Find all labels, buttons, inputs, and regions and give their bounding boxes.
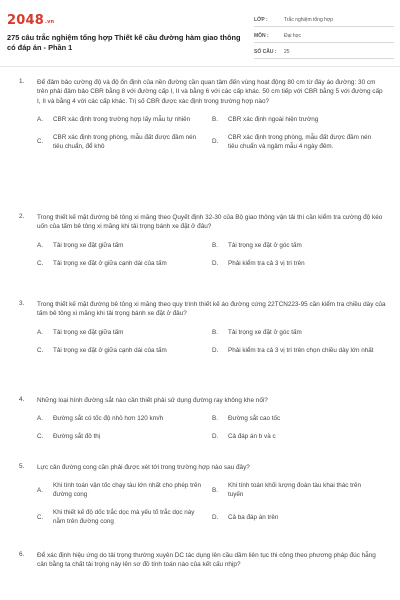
question-number: 3. xyxy=(19,300,25,307)
option-letter: D. xyxy=(212,433,219,441)
answer-option[interactable] xyxy=(37,508,212,526)
option-text: Phải kiểm tra cả 3 vị trí trên chọn chiều dày lớn nhất xyxy=(228,346,374,354)
answer-option[interactable] xyxy=(37,432,212,441)
option-letter: B. xyxy=(212,415,218,423)
meta-label: LỚP : xyxy=(254,16,268,23)
answer-option[interactable] xyxy=(212,414,387,423)
option-letter: C. xyxy=(37,138,44,146)
option-letter: A. xyxy=(37,328,43,336)
option-letter: D. xyxy=(212,513,219,521)
question-item xyxy=(0,551,392,570)
logo-text: 2048 xyxy=(7,13,44,28)
meta-label: MÔN : xyxy=(254,32,269,39)
option-text: Tải trọng xe đặt ở giữa cạnh dài của tấm xyxy=(53,259,167,267)
meta-value: Đại học xyxy=(284,32,301,39)
answer-options xyxy=(37,414,387,441)
answer-option[interactable] xyxy=(37,481,212,499)
option-letter: D. xyxy=(212,346,219,354)
answer-option[interactable] xyxy=(212,259,387,268)
option-text: Tải trọng xe đặt ở giữa cạnh dài của tấm xyxy=(53,346,167,354)
option-text: Đường sắt có tốc độ nhỏ hơn 120 km/h xyxy=(53,415,164,423)
answer-option[interactable] xyxy=(212,481,387,499)
question-text: Trong thiết kế mặt đường bê tông xi măng theo quy trình thiết kế áo đường cứng 22TCN223-95 cần kiểm tra chiều dày của tấm bê tông xi măng khi tải trọng bánh xe đặt ở đâu? xyxy=(37,301,386,318)
option-letter: B. xyxy=(212,115,218,123)
question-item xyxy=(0,78,392,213)
meta-value: Trắc nghiệm tổng hợp xyxy=(284,16,333,23)
option-letter: C. xyxy=(37,259,44,267)
option-letter: A. xyxy=(37,115,43,123)
meta-label: SỐ CÂU : xyxy=(254,48,277,55)
question-text: Những loại hình đường sắt nào cần thiết phải sử dụng đường ray không khe nối? xyxy=(37,397,268,404)
option-letter: B. xyxy=(212,241,218,249)
answer-option[interactable] xyxy=(212,432,387,441)
question-item xyxy=(0,396,392,463)
question-number: 4. xyxy=(19,396,25,403)
option-text: CBR xác định ngoài hiện trường xyxy=(228,115,319,123)
option-letter: D. xyxy=(212,259,219,267)
option-letter: A. xyxy=(37,241,43,249)
answer-options xyxy=(37,241,387,268)
option-text: Tải trọng xe đặt giữa tấm xyxy=(53,241,124,249)
question-number: 2. xyxy=(19,213,25,220)
question-list xyxy=(0,78,400,570)
option-text: Phải kiểm tra cả 3 vị trí trên xyxy=(228,259,305,267)
answer-option[interactable] xyxy=(37,115,212,124)
option-letter: C. xyxy=(37,433,44,441)
option-text: Cả đáp án b và c xyxy=(228,433,276,441)
option-letter: B. xyxy=(212,486,218,494)
option-text: Tải trọng xe đặt ở góc tấm xyxy=(228,328,302,336)
document-header xyxy=(0,0,400,60)
document-title: 275 câu trắc nghiệm tổng hợp Thiết kế cầu đường hàm giao thông có đáp án - Phần 1 xyxy=(7,33,241,52)
option-text: CBR xác định trong trường hợp lấy mẫu tự nhiên xyxy=(53,115,191,123)
option-letter: A. xyxy=(37,415,43,423)
meta-row-count xyxy=(254,45,394,59)
answer-option[interactable] xyxy=(37,259,212,268)
answer-option[interactable] xyxy=(212,328,387,337)
question-item xyxy=(0,300,392,396)
option-text: Tải trọng xe đặt ở góc tấm xyxy=(228,241,302,249)
option-text: Khi tính toán vận tốc chạy tàu lớn nhất cho phép trên đường cong xyxy=(53,482,202,499)
answer-option[interactable] xyxy=(212,115,387,124)
option-text: Đường sắt đô thị xyxy=(53,433,101,441)
question-text: Để đảm bảo cường độ và độ ổn định của nền đường cần quan tâm đến vùng hoạt động 80 cm từ đáy áo đường: 30 cm trên phải đảm bảo CBR bằng 8 với đường cấp I, II và bằng 6 với các cấp khác. 50 cm tiếp với CBR bằng 5 với đường cấp I, II và bằng 4 với các cấp khác. Trị số CBR được xác định trong trường hợp nào? xyxy=(37,79,383,105)
option-text: Tải trọng xe đặt giữa tấm xyxy=(53,328,124,336)
answer-option[interactable] xyxy=(37,241,212,250)
logo-suffix: .vn xyxy=(44,19,55,25)
question-item xyxy=(0,463,392,551)
answer-options xyxy=(37,115,387,151)
option-letter: C. xyxy=(37,513,44,521)
option-text: CBR xác định trong phòng, mẫu đất được đầm nén tiêu chuẩn, để khô xyxy=(53,133,197,150)
answer-option[interactable] xyxy=(37,414,212,423)
answer-option[interactable] xyxy=(212,241,387,250)
document-meta xyxy=(254,13,394,61)
meta-row-subject xyxy=(254,29,394,43)
answer-option[interactable] xyxy=(212,346,387,355)
header-divider xyxy=(0,66,400,67)
meta-value: 25 xyxy=(284,48,290,55)
question-number: 1. xyxy=(19,78,25,85)
option-letter: B. xyxy=(212,328,218,336)
question-text: Lực cản đường cong cần phải được xét tới trong trường hợp nào sau đây? xyxy=(37,464,250,471)
question-text: Trong thiết kế mặt đường bê tông xi măng theo Quyết định 32-30 của Bộ giao thông vận tải thì cần kiểm tra cường độ kéo uốn của tấm bê tông xi măng khi tải trọng bánh xe đặt ở đâu? xyxy=(37,214,383,231)
answer-options xyxy=(37,328,387,355)
site-logo[interactable] xyxy=(7,13,54,28)
answer-option[interactable] xyxy=(37,328,212,337)
meta-row-class xyxy=(254,13,394,27)
option-letter: A. xyxy=(37,486,43,494)
answer-options xyxy=(37,481,387,526)
option-text: CBR xác định trong phòng, mẫu đất được đầm nén tiêu chuẩn và ngâm mẫu 4 ngày đêm. xyxy=(228,133,372,150)
question-text: Để xác định hiệu ứng do tải trọng thường xuyên DC tác dụng lên cầu dầm liên tục thi công theo phương pháp đúc hẫng cân bằng ta chất tải trọng này lên sơ đồ tính toán nào của kết cấu nhịp? xyxy=(37,552,376,569)
answer-option[interactable] xyxy=(37,133,212,151)
option-text: Cả ba đáp án trên xyxy=(228,513,279,521)
option-letter: D. xyxy=(212,138,219,146)
question-number: 5. xyxy=(19,463,25,470)
answer-option[interactable] xyxy=(212,508,387,526)
question-item xyxy=(0,213,392,300)
option-text: Khi tính toán khối lượng đoàn tàu khai thác trên tuyến xyxy=(228,482,361,499)
answer-option[interactable] xyxy=(37,346,212,355)
answer-option[interactable] xyxy=(212,133,387,151)
option-text: Đường sắt cao tốc xyxy=(228,415,281,423)
question-number: 6. xyxy=(19,551,25,558)
option-text: Khi thiết kế độ dốc trắc dọc mà yếu tố trắc dọc này nằm trên đường cong xyxy=(53,509,195,526)
option-letter: C. xyxy=(37,346,44,354)
